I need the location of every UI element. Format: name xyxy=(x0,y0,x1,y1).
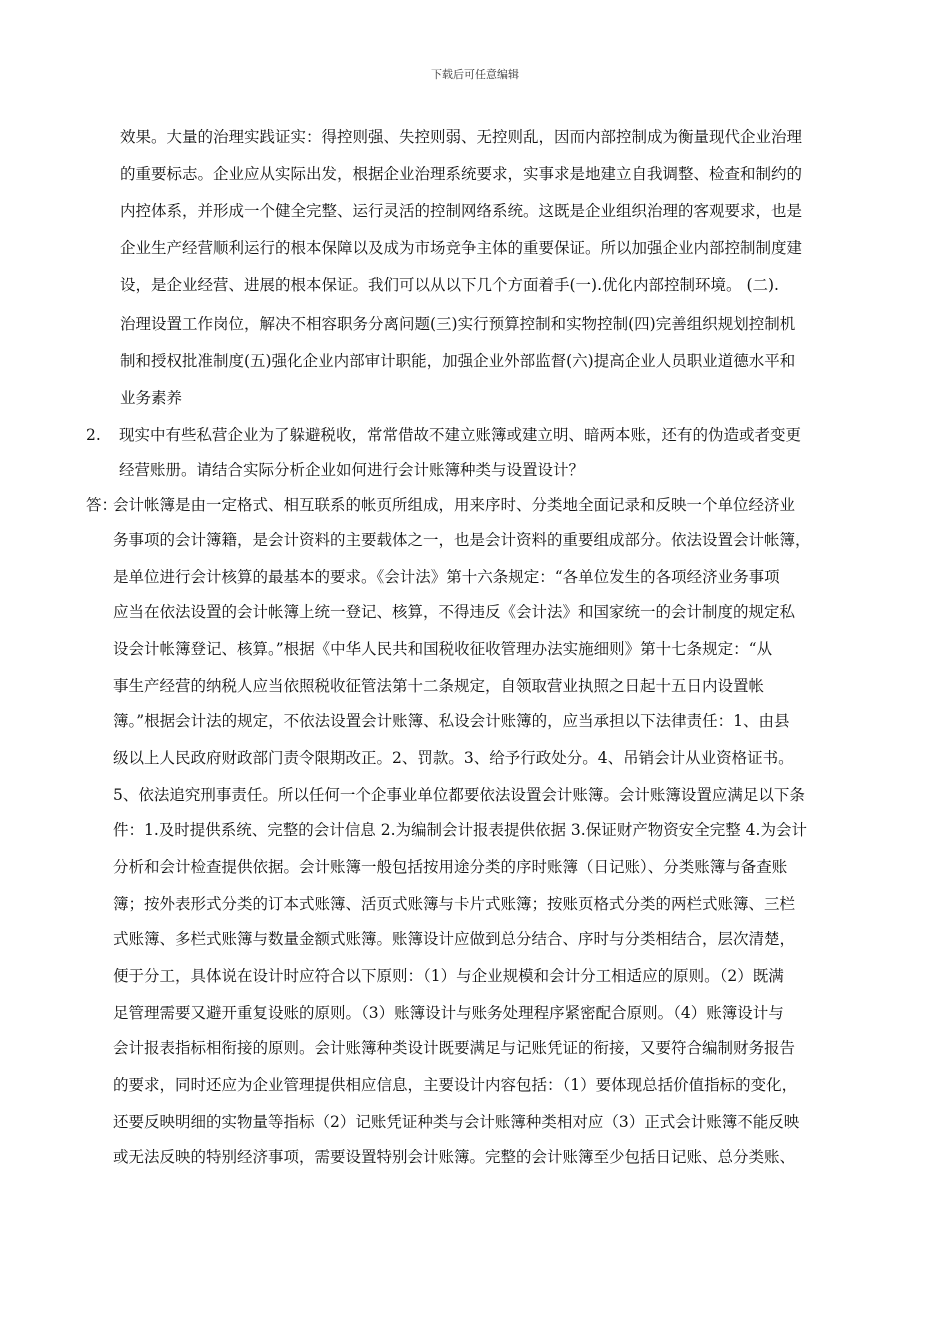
question-number: 2. xyxy=(86,426,101,444)
answer-label: 答： xyxy=(86,496,118,514)
question-line: 现实中有些私营企业为了躲避税收，常常借故不建立账簿或建立明、暗两本账，还有的伪造或者变更 xyxy=(119,426,802,444)
answer-line: 件：1.及时提供系统、完整的会计信息 2.为编制会计报表提供依据 3.保证财产物资安全完整 4.为会计 xyxy=(113,821,807,839)
answer-line: 或无法反映的特别经济事项，需要设置特别会计账簿。完整的会计账簿至少包括日记账、总分类账、 xyxy=(113,1148,796,1166)
answer-line: 足管理需要又避开重复设账的原则。（3）账簿设计与账务处理程序紧密配合原则。（4）账簿设计与 xyxy=(113,1004,784,1022)
paragraph-line: 企业生产经营顺利运行的根本保障以及成为市场竞争主体的重要保证。所以加强企业内部控制制度建 xyxy=(120,239,803,257)
paragraph-line: 效果。大量的治理实践证实：得控则强、失控则弱、无控则乱，因而内部控制成为衡量现代企业治理 xyxy=(120,128,803,146)
answer-line: 事生产经营的纳税人应当依照税收征管法第十二条规定，自领取营业执照之日起十五日内设置帐 xyxy=(113,677,765,695)
page-header: 下载后可任意编辑 xyxy=(431,68,519,81)
answer-line: 簿；按外表形式分类的订本式账簿、活页式账簿与卡片式账簿；按账页格式分类的两栏式账簿、三栏 xyxy=(113,895,796,913)
answer-line: 簿。”根据会计法的规定，不依法设置会计账簿、私设会计账簿的，应当承担以下法律责任：1、由县 xyxy=(113,712,790,730)
answer-line: 式账簿、多栏式账簿与数量金额式账簿。账簿设计应做到总分结合、序时与分类相结合，层次清楚， xyxy=(113,930,796,948)
answer-line: 还要反映明细的实物量等指标（2）记账凭证种类与会计账簿种类相对应（3）正式会计账簿不能反映 xyxy=(113,1113,800,1131)
answer-line: 务事项的会计簿籍，是会计资料的主要载体之一，也是会计资料的重要组成部分。依法设置会计帐簿， xyxy=(113,531,811,549)
paragraph-line: 设，是企业经营、进展的根本保证。我们可以从以下几个方面着手(一).优化内部控制环境。 (二). xyxy=(120,276,779,294)
answer-line: 设会计帐簿登记、核算。”根据《中华人民共和国税收征收管理办法实施细则》第十七条规定：“从 xyxy=(113,640,773,658)
answer-line: 分析和会计检查提供依据。会计账簿一般包括按用途分类的序时账簿（日记账）、分类账簿与备查账 xyxy=(113,858,788,876)
answer-line: 的要求，同时还应为企业管理提供相应信息，主要设计内容包括：（1）要体现总括价值指标的变化， xyxy=(113,1076,798,1094)
paragraph-line: 业务素养 xyxy=(120,389,183,407)
answer-line: 应当在依法设置的会计帐簿上统一登记、核算，不得违反《会计法》和国家统一的会计制度的规定私 xyxy=(113,603,796,621)
answer-line: 级以上人民政府财政部门责令限期改正。2、罚款。3、给予行政处分。4、吊销会计从业资格证书。 xyxy=(113,749,794,767)
answer-line: 会计帐簿是由一定格式、相互联系的帐页所组成，用来序时、分类地全面记录和反映一个单位经济业 xyxy=(113,496,796,514)
answer-line: 是单位进行会计核算的最基本的要求。《会计法》第十六条规定：“各单位发生的各项经济业务事项 xyxy=(113,568,780,586)
paragraph-line: 制和授权批准制度(五)强化企业内部审计职能，加强企业外部监督(六)提高企业人员职业道德水平和 xyxy=(120,352,796,370)
paragraph-line: 内控体系，并形成一个健全完整、运行灵活的控制网络系统。这既是企业组织治理的客观要求，也是 xyxy=(120,202,803,220)
answer-line: 5、依法追究刑事责任。所以任何一个企事业单位都要依法设置会计账簿。会计账簿设置应满足以下条 xyxy=(113,786,805,804)
paragraph-line: 的重要标志。企业应从实际出发，根据企业治理系统要求，实事求是地建立自我调整、检查和制约的 xyxy=(120,165,803,183)
paragraph-line: 治理设置工作岗位，解决不相容职务分离问题(三)实行预算控制和实物控制(四)完善组织规划控制机 xyxy=(120,315,796,333)
question-line: 经营账册。请结合实际分析企业如何进行会计账簿种类与设置设计？ xyxy=(119,461,585,479)
answer-line: 会计报表指标相衔接的原则。会计账簿种类设计既要满足与记账凭证的衔接，又要符合编制财务报告 xyxy=(113,1039,796,1057)
answer-line: 便于分工，具体说在设计时应符合以下原则：（1）与企业规模和会计分工相适应的原则。（2）既满 xyxy=(113,967,784,985)
